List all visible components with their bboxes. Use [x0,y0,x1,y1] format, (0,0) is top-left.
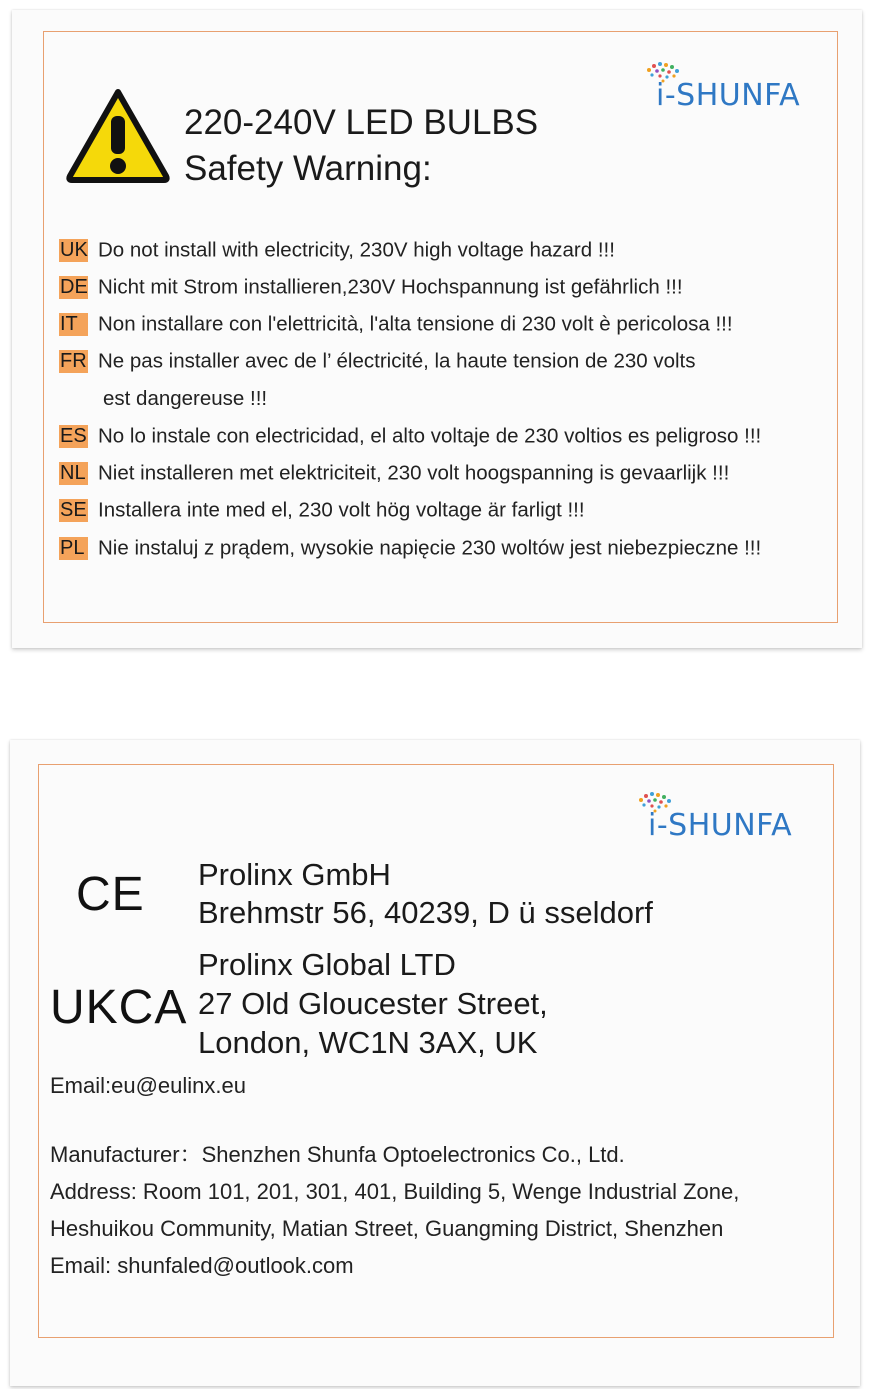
address-line1: Address: Room 101, 201, 301, 401, Building 5, Wenge Industrial Zone, [50,1179,740,1204]
warning-text: Do not install with electricity, 230V high voltage hazard !!! [98,238,615,262]
logo-text: i-SHUNFA [648,808,793,843]
brand-logo [632,60,812,120]
manufacturer-line: Manufacturer：Shenzhen Shunfa Optoelectronics Co., Ltd. [50,1142,625,1167]
brand-logo [624,790,804,850]
warning-row-es [59,423,761,450]
warning-triangle-icon [64,86,172,184]
manufacturer-email: Email: shunfaled@outlook.com [50,1253,354,1278]
warning-row-nl [59,460,729,487]
ce-address: Brehmstr 56, 40239, D ü sseldorf [198,895,653,930]
safety-warning-card [12,10,862,648]
lang-code-badge: NL [59,462,88,485]
compliance-card [10,740,860,1386]
lang-code-badge: SE [60,499,87,522]
lang-code-badge: DE [60,276,88,299]
warning-row-se [59,497,585,524]
warning-text: No lo instale con electricidad, el alto voltaje de 230 voltios es peligroso !!! [98,424,762,448]
uk-address-line1: 27 Old Gloucester Street, [198,986,548,1021]
warning-text: Nicht mit Strom installieren,230V Hochspannung ist gefährlich !!! [98,275,683,299]
uk-company-name: Prolinx Global LTD [198,947,456,982]
warning-row-it [59,311,733,338]
title-line1: 220-240V LED BULBS [184,103,539,142]
lang-code-badge: UK [60,239,88,262]
warning-row-de [59,274,683,301]
logo-text: i-SHUNFA [656,78,801,113]
lang-code-badge: ES [60,425,87,448]
uk-address-line2: London, WC1N 3AX, UK [198,1025,538,1060]
address-line2: Heshuikou Community, Matian Street, Guangming District, Shenzhen [50,1216,724,1241]
warning-row-pl [59,535,761,562]
warning-text: Non installare con l'elettricità, l'alta tensione di 230 volt è pericolosa !!! [98,312,733,336]
warning-text: Nie instaluj z prądem, wysokie napięcie 230 woltów jest niebezpieczne !!! [98,536,762,560]
ukca-mark: UKCA [50,981,188,1034]
warning-row-uk [59,237,615,264]
warning-continuation-fr: est dangereuse !!! [103,387,268,410]
warning-text: Ne pas installer avec de l’ électricité, la haute tension de 230 volts [98,349,696,373]
ce-company-name: Prolinx GmbH [198,857,391,892]
title-line2: Safety Warning: [184,149,432,188]
warning-text: Niet installeren met elektriciteit, 230 volt hoogspanning is gevaarlijk !!! [98,461,730,485]
page-title [184,100,538,192]
eu-email: Email:eu@eulinx.eu [50,1073,246,1098]
lang-code-badge: PL [59,537,88,560]
lang-code-badge: IT [59,313,88,336]
warning-row-fr [59,348,696,375]
lang-code-badge: FR [60,350,87,373]
warning-text: Installera inte med el, 230 volt hög voltage är farligt !!! [98,498,585,522]
ce-mark: CE [76,868,145,921]
